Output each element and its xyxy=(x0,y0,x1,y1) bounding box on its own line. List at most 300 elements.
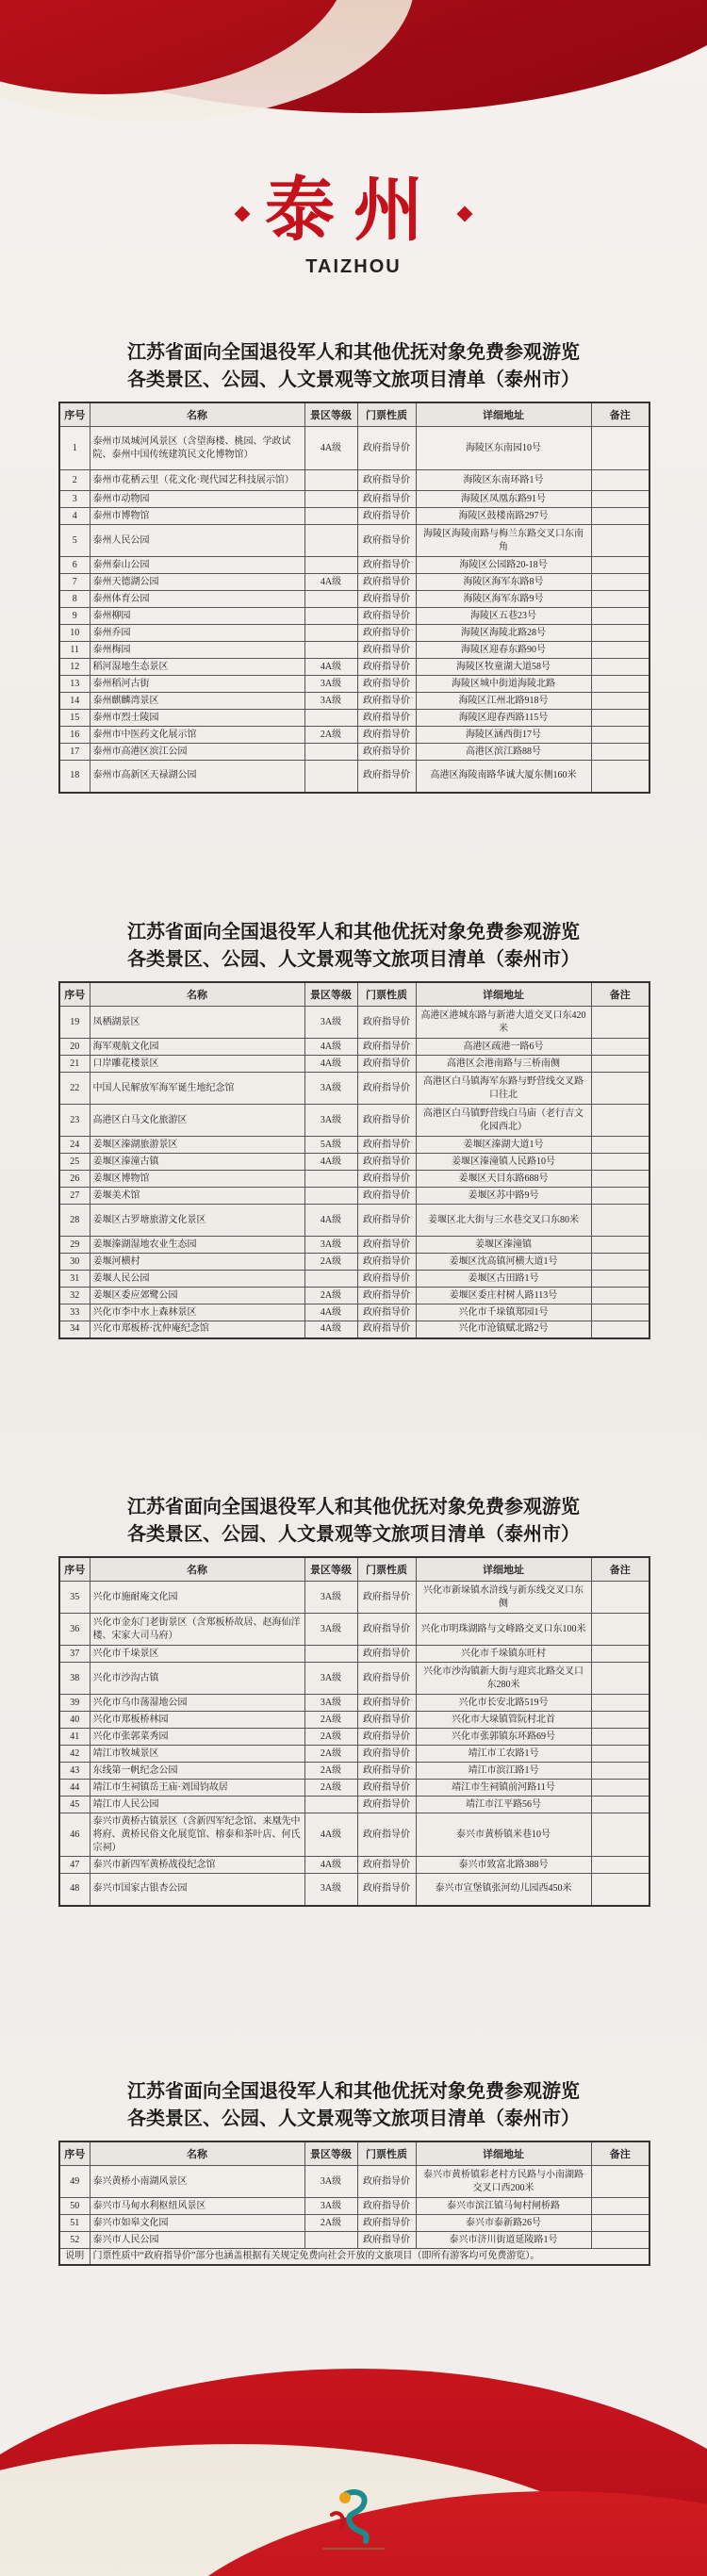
attraction-name: 东线第一帆纪念公园 xyxy=(90,1763,304,1780)
scenic-level xyxy=(304,642,357,659)
row-number: 3 xyxy=(59,491,90,508)
scenic-level: 3A级 xyxy=(304,1614,357,1646)
ticket-type: 政府指导价 xyxy=(357,659,416,676)
attraction-name: 姜堰美术馆 xyxy=(90,1188,304,1205)
scenic-level: 3A级 xyxy=(304,2198,357,2215)
attraction-name: 泰兴市人民公园 xyxy=(90,2232,304,2249)
ticket-type: 政府指导价 xyxy=(357,1712,416,1729)
attraction-name: 兴化市千垛景区 xyxy=(90,1646,304,1663)
row-number: 23 xyxy=(59,1105,90,1137)
row-number: 45 xyxy=(59,1797,90,1813)
address: 海陵区鼓楼南路297号 xyxy=(416,508,591,525)
remarks xyxy=(591,1188,649,1205)
section-title-line2: 各类景区、公园、人文景观等文旅项目清单（泰州市） xyxy=(127,949,580,970)
address: 海陵区凤凰东路91号 xyxy=(416,491,591,508)
ticket-type: 政府指导价 xyxy=(357,1646,416,1663)
scenic-level: 3A级 xyxy=(304,676,357,693)
address: 海陵区五巷23号 xyxy=(416,608,591,625)
row-number: 43 xyxy=(59,1763,90,1780)
ticket-type: 政府指导价 xyxy=(357,625,416,642)
scenic-level: 2A级 xyxy=(304,727,357,744)
remarks xyxy=(591,1171,649,1188)
address: 海陵区迎春东路90号 xyxy=(416,642,591,659)
address: 高港区港城东路与新港大道交叉口东420米 xyxy=(416,1007,591,1039)
remarks xyxy=(591,608,649,625)
address: 海陵区江州北路918号 xyxy=(416,693,591,710)
attraction-name: 泰州市花栖云里（花文化·现代园艺科技展示馆） xyxy=(90,470,304,491)
address: 高港区滨江路88号 xyxy=(416,744,591,761)
scenic-level: 3A级 xyxy=(304,1582,357,1614)
attraction-name: 泰州市烈士陵园 xyxy=(90,710,304,727)
scenic-level xyxy=(304,2232,357,2249)
attraction-name: 姜堰区博物馆 xyxy=(90,1171,304,1188)
table-header-row xyxy=(59,2141,649,2166)
attraction-name: 兴化市郑板桥林园 xyxy=(90,1712,304,1729)
section-title xyxy=(58,2078,649,2133)
table-row xyxy=(59,710,649,727)
table-row xyxy=(59,727,649,744)
address: 靖江市生祠镇前河路11号 xyxy=(416,1780,591,1797)
column-header: 门票性质 xyxy=(357,402,416,427)
table-row xyxy=(59,1582,649,1614)
row-number: 51 xyxy=(59,2215,90,2232)
table-row xyxy=(59,1188,649,1205)
column-header: 景区等级 xyxy=(304,982,357,1007)
row-number: 47 xyxy=(59,1857,90,1874)
ticket-type: 政府指导价 xyxy=(357,1271,416,1288)
row-number: 31 xyxy=(59,1271,90,1288)
section-2 xyxy=(58,919,649,1339)
scenic-level: 4A级 xyxy=(304,1304,357,1321)
column-header: 备注 xyxy=(591,982,649,1007)
table-row xyxy=(59,1105,649,1137)
note-row xyxy=(59,2249,649,2266)
row-number: 29 xyxy=(59,1237,90,1254)
table-row xyxy=(59,2166,649,2198)
attraction-name: 泰州人民公园 xyxy=(90,525,304,557)
attraction-name: 兴化市张郭菜秀园 xyxy=(90,1729,304,1746)
ticket-type: 政府指导价 xyxy=(357,574,416,591)
scenic-level: 2A级 xyxy=(304,1288,357,1304)
address: 姜堰区溱湖大道1号 xyxy=(416,1137,591,1154)
scenic-level xyxy=(304,470,357,491)
row-number: 25 xyxy=(59,1154,90,1171)
remarks xyxy=(591,2198,649,2215)
ticket-type: 政府指导价 xyxy=(357,1321,416,1338)
address: 姜堰区北大街与三水巷交叉口东80米 xyxy=(416,1205,591,1237)
ticket-type: 政府指导价 xyxy=(357,727,416,744)
title-text: 泰州 xyxy=(265,170,442,251)
address: 海陵区牧童湖大道58号 xyxy=(416,659,591,676)
address: 高港区疏港一路6号 xyxy=(416,1039,591,1056)
column-header: 序号 xyxy=(59,402,90,427)
scenic-level: 4A级 xyxy=(304,1321,357,1338)
ticket-type: 政府指导价 xyxy=(357,2166,416,2198)
table-row xyxy=(59,2232,649,2249)
attraction-name: 姜堰区溱湖旅游景区 xyxy=(90,1137,304,1154)
attraction-name: 兴化市沙沟古镇 xyxy=(90,1663,304,1695)
remarks xyxy=(591,1039,649,1056)
column-header: 详细地址 xyxy=(416,2141,591,2166)
attraction-name: 泰州梅园 xyxy=(90,642,304,659)
attraction-name: 凤栖湖景区 xyxy=(90,1007,304,1039)
ticket-type: 政府指导价 xyxy=(357,761,416,793)
remarks xyxy=(591,1056,649,1073)
section-4 xyxy=(58,2078,649,2266)
ticket-type: 政府指导价 xyxy=(357,1304,416,1321)
remarks xyxy=(591,710,649,727)
row-number: 27 xyxy=(59,1188,90,1205)
row-number: 20 xyxy=(59,1039,90,1056)
remarks xyxy=(591,1254,649,1271)
table-row xyxy=(59,1073,649,1105)
ticket-type: 政府指导价 xyxy=(357,1205,416,1237)
attraction-name: 泰州市中医药文化展示馆 xyxy=(90,727,304,744)
remarks xyxy=(591,1237,649,1254)
ticket-type: 政府指导价 xyxy=(357,1582,416,1614)
table-row xyxy=(59,744,649,761)
row-number: 35 xyxy=(59,1582,90,1614)
scenic-level: 2A级 xyxy=(304,1763,357,1780)
row-number: 42 xyxy=(59,1746,90,1763)
scenic-level: 2A级 xyxy=(304,1780,357,1797)
note-label: 说明 xyxy=(59,2249,90,2266)
scenic-level: 3A级 xyxy=(304,1695,357,1712)
attractions-table xyxy=(58,2141,650,2266)
remarks xyxy=(591,2232,649,2249)
table-row xyxy=(59,1304,649,1321)
table-header-row xyxy=(59,402,649,427)
row-number: 44 xyxy=(59,1780,90,1797)
column-header: 景区等级 xyxy=(304,2141,357,2166)
attraction-name: 兴化市施耐庵文化园 xyxy=(90,1582,304,1614)
row-number: 8 xyxy=(59,591,90,608)
remarks xyxy=(591,1780,649,1797)
remarks xyxy=(591,1007,649,1039)
ticket-type: 政府指导价 xyxy=(357,1254,416,1271)
row-number: 15 xyxy=(59,710,90,727)
address: 泰兴市致富北路388号 xyxy=(416,1857,591,1874)
attraction-name: 泰州泰山公园 xyxy=(90,557,304,574)
remarks xyxy=(591,693,649,710)
column-header: 详细地址 xyxy=(416,1557,591,1582)
attraction-name: 泰兴市如皋文化园 xyxy=(90,2215,304,2232)
table-row xyxy=(59,1874,649,1906)
ticket-type: 政府指导价 xyxy=(357,1729,416,1746)
ticket-type: 政府指导价 xyxy=(357,642,416,659)
row-number: 48 xyxy=(59,1874,90,1906)
ticket-type: 政府指导价 xyxy=(357,491,416,508)
address: 海陵区涵西街17号 xyxy=(416,727,591,744)
row-number: 34 xyxy=(59,1321,90,1338)
attraction-name: 泰兴市新四军黄桥战役纪念馆 xyxy=(90,1857,304,1874)
attraction-name: 泰州麒麟湾景区 xyxy=(90,693,304,710)
table-row xyxy=(59,1271,649,1288)
table-row xyxy=(59,1813,649,1857)
page-subtitle: TAIZHOU xyxy=(305,256,402,277)
section-title-line2: 各类景区、公园、人文景观等文旅项目清单（泰州市） xyxy=(127,1524,580,1545)
ticket-type: 政府指导价 xyxy=(357,591,416,608)
table-row xyxy=(59,1614,649,1646)
ticket-type: 政府指导价 xyxy=(357,557,416,574)
row-number: 12 xyxy=(59,659,90,676)
attraction-name: 泰州乔园 xyxy=(90,625,304,642)
ticket-type: 政府指导价 xyxy=(357,1056,416,1073)
row-number: 30 xyxy=(59,1254,90,1271)
attraction-name: 高港区白马文化旅游区 xyxy=(90,1105,304,1137)
attractions-table xyxy=(58,981,650,1339)
remarks xyxy=(591,642,649,659)
address: 兴化市沙沟镇新大街与迎宾北路交叉口东280米 xyxy=(416,1663,591,1695)
address: 高港区白马镇海军东路与野营线交叉路口往北 xyxy=(416,1073,591,1105)
attraction-name: 兴化市郑板桥·沈仲庵纪念馆 xyxy=(90,1321,304,1338)
address: 海陵区城中街道海陵北路 xyxy=(416,676,591,693)
ticket-type: 政府指导价 xyxy=(357,1007,416,1039)
table-row xyxy=(59,2198,649,2215)
ticket-type: 政府指导价 xyxy=(357,1763,416,1780)
attraction-name: 姜堰溱湖湿地农业生态园 xyxy=(90,1237,304,1254)
row-number: 17 xyxy=(59,744,90,761)
ticket-type: 政府指导价 xyxy=(357,1614,416,1646)
ticket-type: 政府指导价 xyxy=(357,1154,416,1171)
table-row xyxy=(59,1205,649,1237)
remarks xyxy=(591,1137,649,1154)
ticket-type: 政府指导价 xyxy=(357,1746,416,1763)
remarks xyxy=(591,1582,649,1614)
address: 兴化市明珠湖路与文峰路交叉口东100米 xyxy=(416,1614,591,1646)
address: 兴化市沧镇赋北路2号 xyxy=(416,1321,591,1338)
table-row xyxy=(59,470,649,491)
ticket-type: 政府指导价 xyxy=(357,1137,416,1154)
ticket-type: 政府指导价 xyxy=(357,1780,416,1797)
table-row xyxy=(59,557,649,574)
scenic-level: 3A级 xyxy=(304,1237,357,1254)
remarks xyxy=(591,470,649,491)
row-number: 26 xyxy=(59,1171,90,1188)
column-header: 详细地址 xyxy=(416,982,591,1007)
scenic-level xyxy=(304,744,357,761)
row-number: 32 xyxy=(59,1288,90,1304)
table-row xyxy=(59,1695,649,1712)
diamond-icon xyxy=(235,206,251,222)
column-header: 景区等级 xyxy=(304,402,357,427)
address: 海陵区海陵南路与梅兰东路交叉口东南角 xyxy=(416,525,591,557)
scenic-level: 2A级 xyxy=(304,1254,357,1271)
scenic-level xyxy=(304,1646,357,1663)
scenic-level: 3A级 xyxy=(304,1073,357,1105)
remarks xyxy=(591,1663,649,1695)
scenic-level: 4A级 xyxy=(304,1154,357,1171)
row-number: 6 xyxy=(59,557,90,574)
scenic-level xyxy=(304,1188,357,1205)
column-header: 备注 xyxy=(591,2141,649,2166)
column-header: 门票性质 xyxy=(357,1557,416,1582)
table-header-row xyxy=(59,1557,649,1582)
jiangsu-tourism-logo xyxy=(304,2486,403,2562)
attraction-name: 姜堰人民公园 xyxy=(90,1271,304,1288)
diamond-icon xyxy=(457,206,473,222)
address: 姜堰区苏中路9号 xyxy=(416,1188,591,1205)
scenic-level xyxy=(304,1171,357,1188)
ticket-type: 政府指导价 xyxy=(357,1105,416,1137)
ticket-type: 政府指导价 xyxy=(357,2232,416,2249)
address: 兴化市千垛镇郑园1号 xyxy=(416,1304,591,1321)
ticket-type: 政府指导价 xyxy=(357,2215,416,2232)
scenic-level: 4A级 xyxy=(304,574,357,591)
table-row xyxy=(59,1171,649,1188)
address: 姜堰区天目东路688号 xyxy=(416,1171,591,1188)
row-number: 13 xyxy=(59,676,90,693)
ticket-type: 政府指导价 xyxy=(357,1171,416,1188)
scenic-level: 3A级 xyxy=(304,693,357,710)
address: 兴化市大垛镇管阮村北首 xyxy=(416,1712,591,1729)
remarks xyxy=(591,557,649,574)
remarks xyxy=(591,625,649,642)
scenic-level: 2A级 xyxy=(304,1746,357,1763)
ticket-type: 政府指导价 xyxy=(357,1857,416,1874)
ticket-type: 政府指导价 xyxy=(357,1663,416,1695)
column-header: 备注 xyxy=(591,1557,649,1582)
remarks xyxy=(591,491,649,508)
row-number: 41 xyxy=(59,1729,90,1746)
scenic-level xyxy=(304,508,357,525)
address: 兴化市千垛镇东旺村 xyxy=(416,1646,591,1663)
address: 兴化市新垛镇水浒线与新东线交叉口东侧 xyxy=(416,1582,591,1614)
ticket-type: 政府指导价 xyxy=(357,2198,416,2215)
section-3 xyxy=(58,1494,649,1907)
attraction-name: 兴化市金东门老街景区（含郑板桥故居、赵海仙洋楼、宋家大司马府） xyxy=(90,1614,304,1646)
address: 海陵区东南园10号 xyxy=(416,427,591,470)
table-row xyxy=(59,1039,649,1056)
scenic-level xyxy=(304,625,357,642)
address: 靖江市江平路56号 xyxy=(416,1797,591,1813)
scenic-level: 5A级 xyxy=(304,1137,357,1154)
address: 海陵区公园路20-18号 xyxy=(416,557,591,574)
section-title-line1: 江苏省面向全国退役军人和其他优抚对象免费参观游览 xyxy=(127,342,580,363)
remarks xyxy=(591,427,649,470)
ticket-type: 政府指导价 xyxy=(357,693,416,710)
attraction-name: 靖江市牧城景区 xyxy=(90,1746,304,1763)
ticket-type: 政府指导价 xyxy=(357,1797,416,1813)
attraction-name: 泰州市博物馆 xyxy=(90,508,304,525)
column-header: 门票性质 xyxy=(357,2141,416,2166)
remarks xyxy=(591,1695,649,1712)
column-header: 名称 xyxy=(90,2141,304,2166)
scenic-level xyxy=(304,591,357,608)
scenic-level: 4A级 xyxy=(304,1205,357,1237)
scenic-level: 4A级 xyxy=(304,1056,357,1073)
ticket-type: 政府指导价 xyxy=(357,1039,416,1056)
remarks xyxy=(591,1073,649,1105)
remarks xyxy=(591,1614,649,1646)
table-row xyxy=(59,1663,649,1695)
section-title-line2: 各类景区、公园、人文景观等文旅项目清单（泰州市） xyxy=(127,369,580,390)
remarks xyxy=(591,2215,649,2232)
remarks xyxy=(591,508,649,525)
column-header: 序号 xyxy=(59,1557,90,1582)
table-row xyxy=(59,2215,649,2232)
scenic-level xyxy=(304,710,357,727)
row-number: 39 xyxy=(59,1695,90,1712)
scenic-level: 3A级 xyxy=(304,1105,357,1137)
row-number: 38 xyxy=(59,1663,90,1695)
attraction-name: 泰州市凤城河风景区（含望海楼、桃园、学政试院、泰州中国传统建筑民文化博物馆） xyxy=(90,427,304,470)
table-row xyxy=(59,1746,649,1763)
scenic-level xyxy=(304,1797,357,1813)
remarks xyxy=(591,676,649,693)
ticket-type: 政府指导价 xyxy=(357,710,416,727)
remarks xyxy=(591,1712,649,1729)
remarks xyxy=(591,1857,649,1874)
ticket-type: 政府指导价 xyxy=(357,1874,416,1906)
column-header: 名称 xyxy=(90,1557,304,1582)
remarks xyxy=(591,1646,649,1663)
table-row xyxy=(59,574,649,591)
table-row xyxy=(59,1056,649,1073)
attraction-name: 泰州市动物园 xyxy=(90,491,304,508)
column-header: 详细地址 xyxy=(416,402,591,427)
attraction-name: 兴化市乌巾荡湿地公园 xyxy=(90,1695,304,1712)
remarks xyxy=(591,1205,649,1237)
row-number: 2 xyxy=(59,470,90,491)
scenic-level xyxy=(304,525,357,557)
attractions-table xyxy=(58,1556,650,1907)
remarks xyxy=(591,525,649,557)
table-row xyxy=(59,1797,649,1813)
ticket-type: 政府指导价 xyxy=(357,676,416,693)
row-number: 1 xyxy=(59,427,90,470)
row-number: 16 xyxy=(59,727,90,744)
attraction-name: 中国人民解放军海军诞生地纪念馆 xyxy=(90,1073,304,1105)
row-number: 4 xyxy=(59,508,90,525)
row-number: 14 xyxy=(59,693,90,710)
attraction-name: 海军观航文化园 xyxy=(90,1039,304,1056)
attraction-name: 姜堰区古罗塘旅游文化景区 xyxy=(90,1205,304,1237)
scenic-level xyxy=(304,491,357,508)
row-number: 21 xyxy=(59,1056,90,1073)
attraction-name: 靖江市生祠镇岳王庙·刘国钧故居 xyxy=(90,1780,304,1797)
attraction-name: 泰兴市马甸水利枢纽风景区 xyxy=(90,2198,304,2215)
address: 靖江市工农路1号 xyxy=(416,1746,591,1763)
scenic-level xyxy=(304,608,357,625)
remarks xyxy=(591,1105,649,1137)
page-title xyxy=(0,168,707,253)
attraction-name: 泰州市高新区天禄湖公园 xyxy=(90,761,304,793)
column-header: 序号 xyxy=(59,2141,90,2166)
table-row xyxy=(59,525,649,557)
attraction-name: 口岸雕花楼景区 xyxy=(90,1056,304,1073)
row-number: 28 xyxy=(59,1205,90,1237)
ticket-type: 政府指导价 xyxy=(357,1073,416,1105)
scenic-level: 2A级 xyxy=(304,2215,357,2232)
address: 海陵区海军东路9号 xyxy=(416,591,591,608)
table-row xyxy=(59,693,649,710)
remarks xyxy=(591,1271,649,1288)
ticket-type: 政府指导价 xyxy=(357,470,416,491)
table-row xyxy=(59,1154,649,1171)
table-row xyxy=(59,508,649,525)
address: 海陵区迎春西路115号 xyxy=(416,710,591,727)
remarks xyxy=(591,574,649,591)
table-row xyxy=(59,1237,649,1254)
address: 高港区会港南路与三桥南侧 xyxy=(416,1056,591,1073)
address: 泰兴市泰新路26号 xyxy=(416,2215,591,2232)
section-title-line1: 江苏省面向全国退役军人和其他优抚对象免费参观游览 xyxy=(127,2081,580,2102)
row-number: 37 xyxy=(59,1646,90,1663)
remarks xyxy=(591,1729,649,1746)
row-number: 52 xyxy=(59,2232,90,2249)
remarks xyxy=(591,1154,649,1171)
